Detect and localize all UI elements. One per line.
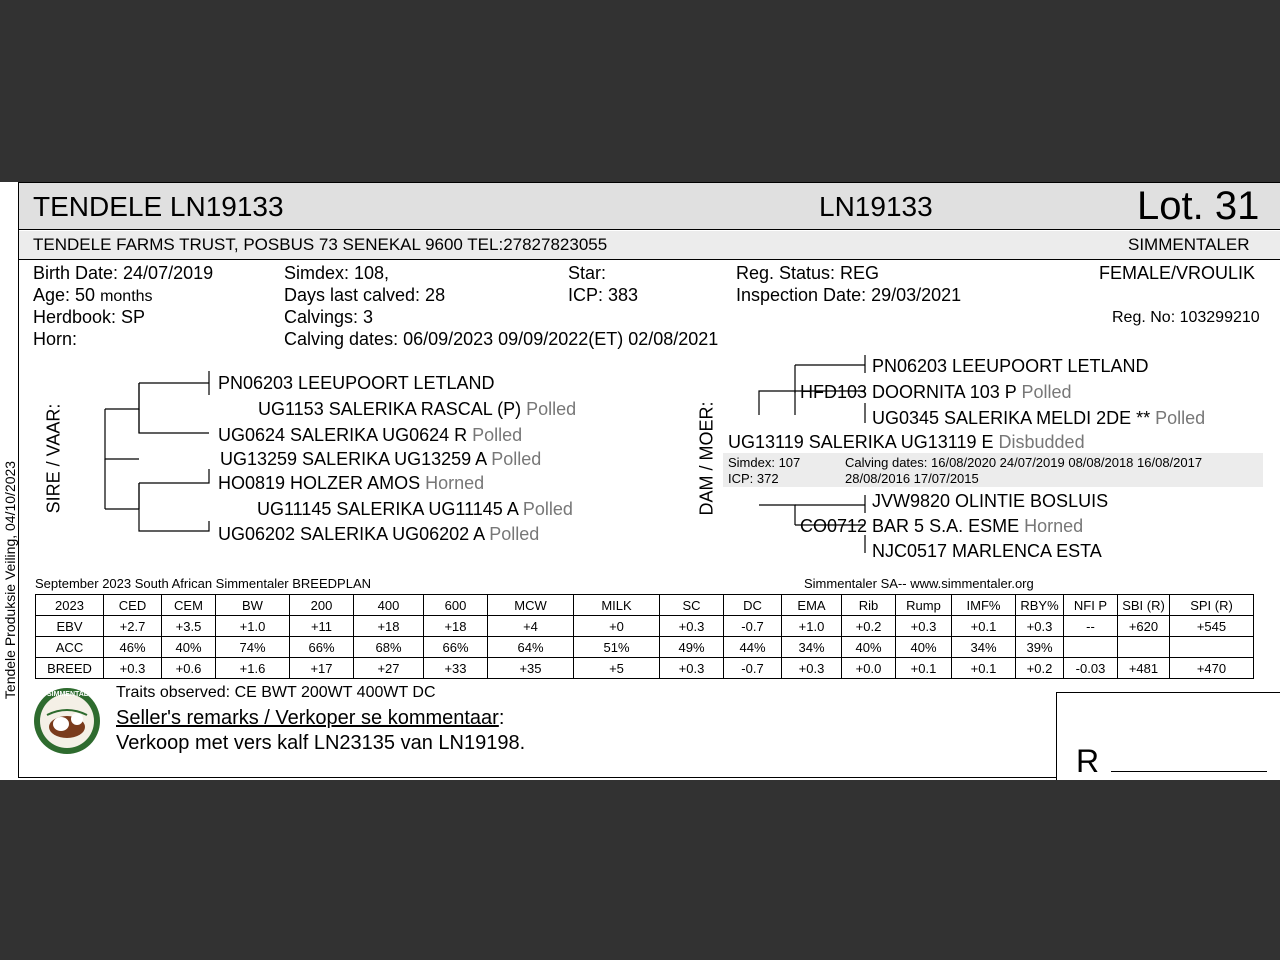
breedplan-cell: +0.3 bbox=[660, 658, 724, 679]
breedplan-cell: +0.3 bbox=[1016, 616, 1064, 637]
breedplan-cell bbox=[1118, 637, 1170, 658]
dam-calving-dates-cont: 28/08/2016 17/07/2015 bbox=[845, 471, 979, 486]
breedplan-cell bbox=[1064, 637, 1118, 658]
dam-info-band bbox=[723, 453, 1263, 487]
dam-sire: HFD103 DOORNITA 103 P Polled bbox=[800, 382, 1072, 402]
breedplan-cell bbox=[1170, 637, 1254, 658]
lot-number: Lot. 31 bbox=[1137, 184, 1260, 228]
breedplan-header-cell: SPI (R) bbox=[1170, 595, 1254, 616]
breedplan-header-cell: EMA bbox=[782, 595, 842, 616]
breedplan-header-cell: 200 bbox=[290, 595, 354, 616]
sex: FEMALE/VROULIK bbox=[1099, 263, 1256, 283]
breedplan-cell: +620 bbox=[1118, 616, 1170, 637]
breedplan-header-cell: SC bbox=[660, 595, 724, 616]
breedplan-cell: +33 bbox=[424, 658, 488, 679]
breedplan-cell: 66% bbox=[290, 637, 354, 658]
breedplan-row bbox=[36, 658, 1254, 679]
sire-dam-dam: UG06202 SALERIKA UG06202 A Polled bbox=[218, 524, 540, 544]
logo-text: SIMMENTALER bbox=[47, 691, 98, 698]
breedplan-header-cell: 2023 bbox=[36, 595, 104, 616]
breedplan-cell: 66% bbox=[424, 637, 488, 658]
calvings: Calvings: 3 bbox=[284, 307, 374, 327]
lot-card bbox=[18, 182, 1280, 778]
breedplan-cell: +0 bbox=[574, 616, 660, 637]
breedplan-cell: BREED bbox=[36, 658, 104, 679]
dam-section-label-wrap bbox=[697, 398, 717, 518]
pedigree-lines bbox=[19, 183, 1280, 583]
breedplan-header-cell: CED bbox=[104, 595, 162, 616]
reg-status: Reg. Status: REG bbox=[736, 263, 880, 283]
dam-sire-sire: PN06203 LEEUPOORT LETLAND bbox=[872, 356, 1149, 376]
dam-calving-dates: Calving dates: 16/08/2020 24/07/2019 08/08/2018 16/08/2017 bbox=[845, 455, 1203, 470]
breedplan-cell: +0.3 bbox=[782, 658, 842, 679]
sire-section-label-wrap bbox=[44, 398, 64, 518]
price-box bbox=[1056, 692, 1280, 780]
breedplan-cell: 68% bbox=[354, 637, 424, 658]
breedplan-cell: +18 bbox=[354, 616, 424, 637]
sire-sire-sire: PN06203 LEEUPOORT LETLAND bbox=[218, 373, 495, 393]
breedplan-cell: +27 bbox=[354, 658, 424, 679]
breedplan-cell: 49% bbox=[660, 637, 724, 658]
breedplan-row bbox=[36, 616, 1254, 637]
dam-section-label: DAM / MOER: bbox=[696, 401, 717, 516]
traits-observed: Traits observed: CE BWT 200WT 400WT DC bbox=[116, 684, 436, 701]
breedplan-cell: +0.3 bbox=[104, 658, 162, 679]
price-currency: R bbox=[1076, 743, 1100, 779]
breedplan-header-cell: DC bbox=[724, 595, 782, 616]
breedplan-cell: +0.1 bbox=[952, 658, 1016, 679]
breedplan-cell: +3.5 bbox=[162, 616, 216, 637]
breedplan-cell: 74% bbox=[216, 637, 290, 658]
breedplan-header-cell: IMF% bbox=[952, 595, 1016, 616]
remarks-text: Verkoop met vers kalf LN23135 van LN19198. bbox=[116, 732, 526, 754]
breedplan-cell: 39% bbox=[1016, 637, 1064, 658]
dam: UG13119 SALERIKA UG13119 E Disbudded bbox=[728, 432, 1085, 452]
age-value: Age: 50 bbox=[33, 285, 96, 305]
breedplan-cell: 34% bbox=[782, 637, 842, 658]
remarks-colon: : bbox=[498, 707, 505, 729]
animal-name: TENDELE LN19133 bbox=[33, 191, 284, 222]
breedplan-cell: +0.1 bbox=[896, 658, 952, 679]
breedplan-cell: 46% bbox=[104, 637, 162, 658]
price-line[interactable] bbox=[1111, 771, 1267, 772]
breedplan-header-cell: RBY% bbox=[1016, 595, 1064, 616]
breedplan-cell: +545 bbox=[1170, 616, 1254, 637]
breedplan-cell: 40% bbox=[842, 637, 896, 658]
breedplan-row bbox=[36, 637, 1254, 658]
inspection-date: Inspection Date: 29/03/2021 bbox=[736, 285, 962, 305]
breedplan-header-cell: 600 bbox=[424, 595, 488, 616]
dam-dam-sire: JVW9820 OLINTIE BOSLUIS bbox=[872, 491, 1109, 511]
dam-icp: ICP: 372 bbox=[728, 471, 779, 486]
breedplan-header-row bbox=[36, 595, 1254, 616]
breedplan-header-cell: MILK bbox=[574, 595, 660, 616]
breedplan-cell: +0.2 bbox=[1016, 658, 1064, 679]
simdex: Simdex: 108, bbox=[284, 263, 390, 283]
sire-sire: UG0624 SALERIKA UG0624 R Polled bbox=[218, 425, 523, 445]
breedplan-header-cell: BW bbox=[216, 595, 290, 616]
breedplan-cell: +11 bbox=[290, 616, 354, 637]
dam-dam: CO0712 BAR 5 S.A. ESME Horned bbox=[800, 516, 1084, 536]
breedplan-cell: 44% bbox=[724, 637, 782, 658]
breedplan-cell: +0.3 bbox=[896, 616, 952, 637]
remarks-heading: Seller's remarks / Verkoper se kommentaar bbox=[116, 707, 499, 729]
reg-number: Reg. No: 103299210 bbox=[1112, 309, 1260, 326]
breedplan-cell: +0.2 bbox=[842, 616, 896, 637]
breedplan-cell: +18 bbox=[424, 616, 488, 637]
icp: ICP: 383 bbox=[568, 285, 639, 305]
breedplan-header-cell: NFI P bbox=[1064, 595, 1118, 616]
dam-simdex: Simdex: 107 bbox=[728, 455, 801, 470]
simmentaler-logo bbox=[33, 687, 101, 755]
breedplan-cell: +481 bbox=[1118, 658, 1170, 679]
breedplan-cell: +2.7 bbox=[104, 616, 162, 637]
breedplan-header-cell: Rib bbox=[842, 595, 896, 616]
breedplan-cell: +35 bbox=[488, 658, 574, 679]
breedplan-cell: +1.6 bbox=[216, 658, 290, 679]
sire-dam-sire: UG11145 SALERIKA UG11145 A Polled bbox=[257, 499, 573, 519]
owner-info: TENDELE FARMS TRUST, POSBUS 73 SENEKAL 9600 TEL:27827823055 bbox=[33, 235, 608, 254]
breedplan-cell: +0.0 bbox=[842, 658, 896, 679]
breedplan-header-cell: Rump bbox=[896, 595, 952, 616]
breedplan-title: September 2023 South African Simmentaler BREEDPLAN bbox=[35, 576, 372, 591]
dam-sire-dam: UG0345 SALERIKA MELDI 2DE ** Polled bbox=[872, 408, 1206, 428]
animal-id: LN19133 bbox=[819, 191, 933, 222]
sire-dam: HO0819 HOLZER AMOS Horned bbox=[218, 473, 485, 493]
breedplan-cell: ACC bbox=[36, 637, 104, 658]
breedplan-header-cell: 400 bbox=[354, 595, 424, 616]
auction-sheet bbox=[0, 182, 1280, 780]
breedplan-cell: +17 bbox=[290, 658, 354, 679]
breedplan-cell: -0.7 bbox=[724, 658, 782, 679]
breedplan-cell: 51% bbox=[574, 637, 660, 658]
herdbook: Herdbook: SP bbox=[33, 307, 146, 327]
breedplan-cell: 40% bbox=[162, 637, 216, 658]
breedplan-cell: -- bbox=[1064, 616, 1118, 637]
breedplan-cell: -0.7 bbox=[724, 616, 782, 637]
breedplan-cell: +5 bbox=[574, 658, 660, 679]
breedplan-source: Simmentaler SA-- www.simmentaler.org bbox=[804, 576, 1034, 591]
breedplan-cell: EBV bbox=[36, 616, 104, 637]
birth-date: Birth Date: 24/07/2019 bbox=[33, 263, 214, 283]
breedplan-cell: +1.0 bbox=[216, 616, 290, 637]
auction-label: Tendele Produksie Veiling, 04/10/2023 bbox=[2, 460, 18, 700]
breedplan-cell: +1.0 bbox=[782, 616, 842, 637]
breedplan-cell: 34% bbox=[952, 637, 1016, 658]
breedplan-cell: 40% bbox=[896, 637, 952, 658]
sire: UG13259 SALERIKA UG13259 A Polled bbox=[220, 449, 542, 469]
breedplan-cell: +0.6 bbox=[162, 658, 216, 679]
breedplan-header-cell: CEM bbox=[162, 595, 216, 616]
dam-dam-dam: NJC0517 MARLENCA ESTA bbox=[872, 541, 1102, 561]
age-unit: months bbox=[100, 288, 153, 305]
sire-sire-dam: UG1153 SALERIKA RASCAL (P) Polled bbox=[258, 399, 577, 419]
breedplan-table bbox=[35, 594, 1254, 679]
horn: Horn: bbox=[33, 329, 78, 349]
calving-dates: Calving dates: 06/09/2023 09/09/2022(ET) 02/08/2021 bbox=[284, 329, 719, 349]
star: Star: bbox=[568, 263, 607, 283]
breedplan-cell: +4 bbox=[488, 616, 574, 637]
sire-section-label: SIRE / VAAR: bbox=[43, 403, 64, 514]
remarks-heading-wrap bbox=[116, 707, 504, 730]
breedplan-header-cell: SBI (R) bbox=[1118, 595, 1170, 616]
days-last-calved: Days last calved: 28 bbox=[284, 285, 446, 305]
breedplan-cell: +0.3 bbox=[660, 616, 724, 637]
breedplan-cell: +470 bbox=[1170, 658, 1254, 679]
breed-name: SIMMENTALER bbox=[1128, 235, 1250, 254]
breedplan-cell: -0.03 bbox=[1064, 658, 1118, 679]
breedplan-cell: 64% bbox=[488, 637, 574, 658]
breedplan-cell: +0.1 bbox=[952, 616, 1016, 637]
breedplan-header-cell: MCW bbox=[488, 595, 574, 616]
